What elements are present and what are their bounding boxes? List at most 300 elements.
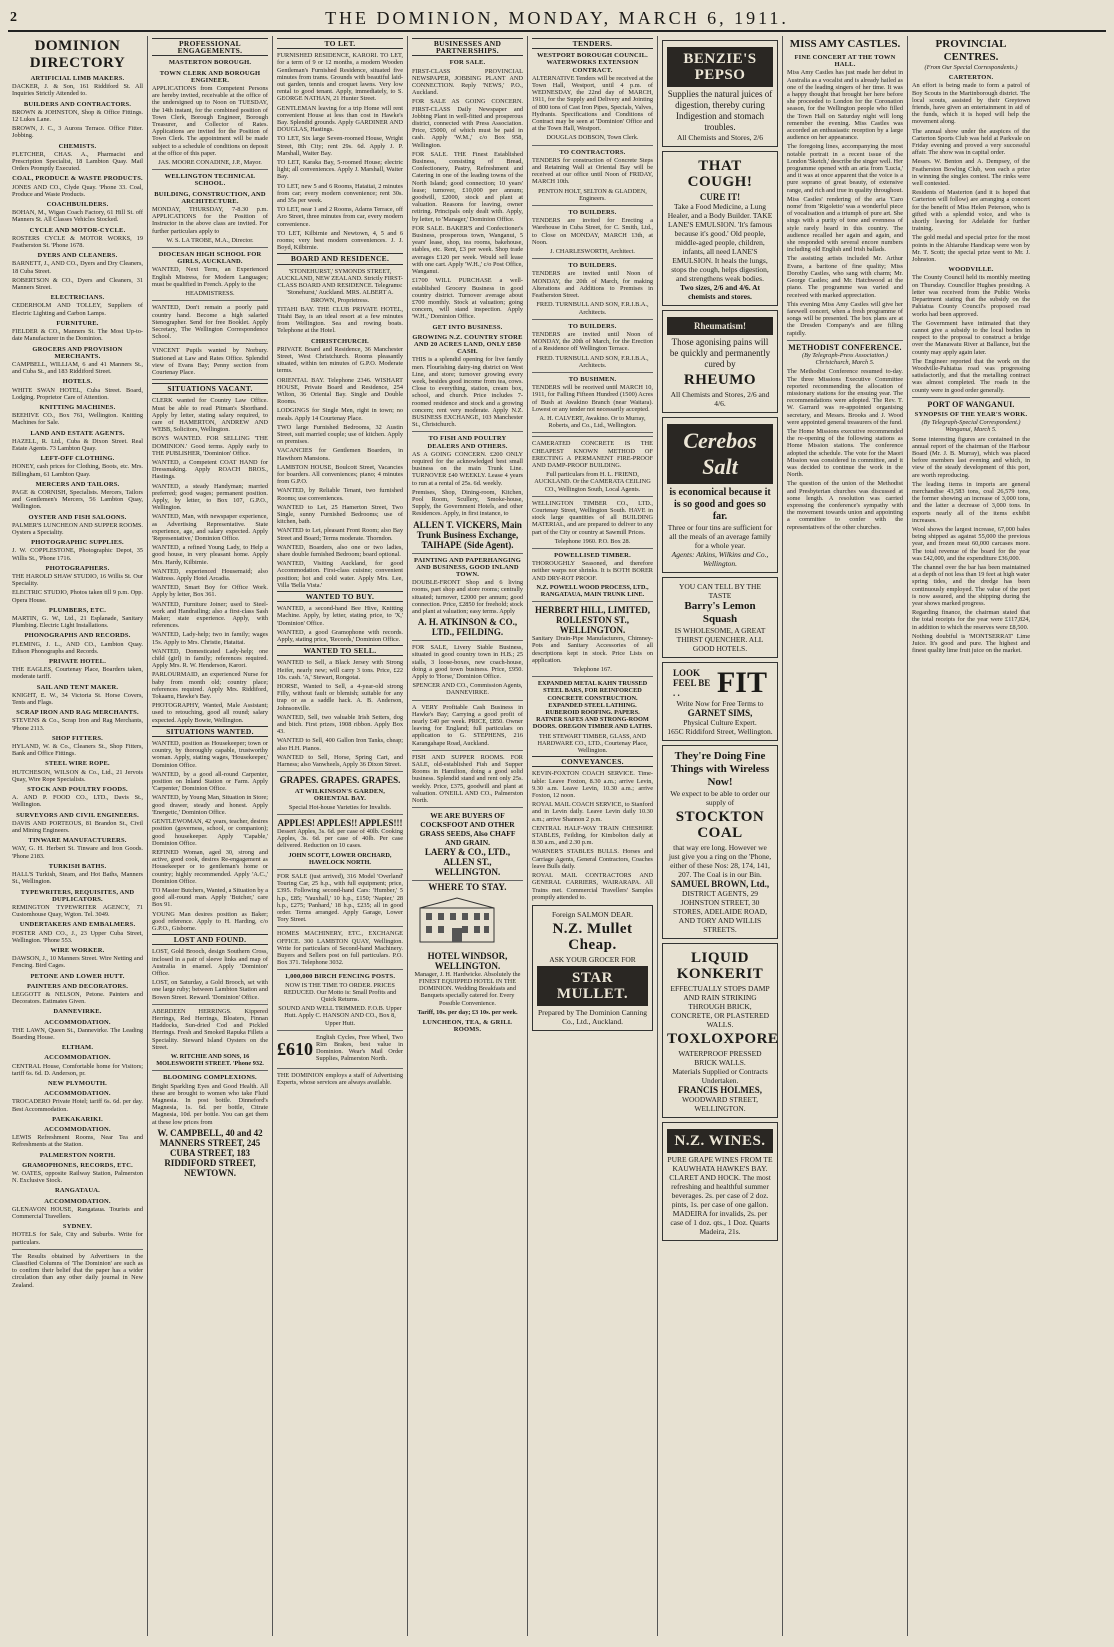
timber-tel: Telephone 1960. P.O. Box 28. bbox=[554, 537, 631, 545]
directory-entry: A. AND P. FOOD CO., LTD., Davis St., Wellington. bbox=[12, 794, 143, 809]
wines-ad bbox=[662, 1122, 778, 1241]
store-text: THIS is a splendid opening for live family men. Flourishing dairy-ing district on West Line, and store; turnover growing every week, besides good income from tea, cows. Close to everything, station, cream box, school, and church. Price includes 7-roomed residence and stock and a growing concern; rent very moderate. Apply N.Z. BUSINESS EXCHANGE, 103 Manchester St., Christchurch. bbox=[412, 356, 523, 429]
directory-entry: PALMER'S LUNCHEON AND SUPPER ROOMS. Oysters a Speciality. bbox=[12, 521, 143, 536]
wines-headline: N.Z. WINES. bbox=[667, 1129, 773, 1153]
tender-title: WESTPORT BOROUGH COUNCIL. WATERWORKS EXTENSION CONTRACT. bbox=[536, 52, 648, 74]
stockton-ad bbox=[662, 745, 778, 939]
directory-section-title: ACCOMMODATION. bbox=[44, 1090, 111, 1098]
benzie-ad bbox=[662, 40, 778, 147]
hotel-tariff: Tariff, 10s. per day; £3 10s. per week. bbox=[417, 1008, 518, 1016]
campbell-ad: W. CAMPBELL, 40 and 42 MANNERS STREET, 245 CUBA STREET, 183 RIDDIFORD STREET, NEWTOWN. bbox=[157, 1127, 263, 1178]
wanganui-sub: SYNOPSIS OF THE YEAR'S WORK. bbox=[914, 410, 1028, 418]
directory-section-title: TINWARE MANUFACTURERS. bbox=[28, 837, 127, 845]
wanted-to-buy-item: WANTED, a second-hand Bee Hive, Knitting Machine. Apply, by letter, stating price, to 'X,' 'Dominion' Office. bbox=[277, 605, 403, 627]
tender-text: TENDERS for construction of Concrete Steps and Retaining Wall at Oriental Bay will be received at our office until Noon of FRIDAY, MARCH 10th. bbox=[532, 156, 653, 186]
homes-machinery: HOMES MACHINERY, ETC., EXCHANGE OFFICE. 300 LAMBTON QUAY, Wellington. Write for particulars of Second-hand Machinery. Buyers and Sellers post on full particulars. P.O. Box 371. Telephone 3032. bbox=[277, 930, 403, 967]
tender-title: TO BUSHMEN. bbox=[568, 375, 617, 383]
business-heading: BUSINESSES AND PARTNERSHIPS. bbox=[412, 38, 523, 56]
lost-found-list bbox=[152, 948, 268, 1000]
apples-heading: APPLES! APPLES!! APPLES!!! bbox=[277, 817, 403, 828]
lost-found-item: LOST, on Saturday, a Gold Brooch, set with one large ruby; between Lambton Station and Bowen Street. Reward. 'Dominion' Office. bbox=[152, 979, 268, 1001]
column-castles bbox=[783, 36, 908, 1636]
directory-section-title: GRAMOPHONES, RECORDS, ETC. bbox=[22, 1161, 133, 1169]
situation-wanted: TO Master Butchers, Wanted, a Situation by a good all-round man. Apply 'Butcher,' care Box 91. bbox=[152, 886, 268, 909]
professional-subtitle: TOWN CLERK AND BOROUGH ENGINEER. bbox=[159, 69, 261, 84]
rule bbox=[152, 343, 268, 344]
fit-headline: FIT bbox=[716, 666, 767, 699]
directory-entry: CENTRAL House, Comfortable home for Visitors; tariff 6s. 6d. D. Anderson, pr. bbox=[12, 1062, 143, 1077]
cerebos-headline: Cerebos Salt bbox=[667, 424, 773, 484]
board-item: TWO large Furnished Bedrooms, 32 Austin Street, suit married couple; use of kitchen. Apply on premises. bbox=[277, 423, 403, 446]
carterton-heading: CARTERTON. bbox=[948, 74, 994, 82]
directory-entry: HALL'S Turkish, Steam, and Hot Baths, Manners St., Wellington. bbox=[12, 871, 143, 886]
samuel-brown: SAMUEL BROWN, Ltd., bbox=[670, 879, 770, 889]
wireless-headline: They're Doing Fine Things with Wireless Now! bbox=[670, 750, 770, 788]
situation-wanted: REFINED Woman, aged 30, strong and active, good cook, desires Re-engagement as Housekeeper or to gentleman's home or country; highly recommended. Apply 'A.C.,' Dominion Office. bbox=[152, 848, 268, 885]
rule bbox=[152, 379, 268, 380]
allen-vickers: ALLEN T. VICKERS, Main Trunk Business Exchange, TAIHAPE (Side Agent). bbox=[413, 519, 522, 550]
benzie-text: Supplies the natural juices of digestion, thereby curing Indigestion and stomach troubles. bbox=[667, 89, 773, 132]
directory-section-title: LEFT-OFF CLOTHING. bbox=[40, 455, 115, 463]
mullet-ad bbox=[532, 905, 653, 1031]
directory-section-title: TURKISH BATHS. bbox=[48, 862, 107, 870]
wanganui-heading: PORT OF WANGANUI. bbox=[927, 399, 1015, 409]
directory-entry: BOHAN, M., Wigan Coach Factory, 61 Hill St. off Manners St. All Classes Vehicles Stocked. bbox=[12, 209, 143, 224]
mullet-headline: N.Z. Mullet Cheap. bbox=[552, 920, 633, 953]
wireless-text: We expect to be able to order our supply of bbox=[670, 789, 770, 807]
hotel-building-illustration bbox=[412, 896, 502, 944]
article-paragraph: The Engineer reported that the work on the Woodville-Pahiatua road was progressing satisfactorily, and that the metalling contract was almost completed. The roads in the county were in good order generally. bbox=[912, 357, 1030, 394]
titahi-ad: TITAHI BAY. THE CLUB PRIVATE HOTEL, Titahi Bay, is an ideal resort at a few minutes from Wellington. Sea and rowing boats. Telephone at the Hotel. bbox=[277, 305, 403, 335]
directory-section-title: PHONOGRAPHS AND RECORDS. bbox=[24, 632, 131, 640]
tender-title: TO BUILDERS. bbox=[568, 262, 617, 270]
directory-entry: LEWIS Refreshment Rooms, Near Tea and Refreshments at the Station. bbox=[12, 1134, 143, 1149]
konkerit-headline: LIQUID KONKERIT bbox=[676, 950, 764, 982]
situation-wanted: GENTLEWOMAN, 42 years, teacher, desires position (governess, school, or companion); good housekeeper. Apply 'Capable,' Dominion Office. bbox=[152, 818, 268, 847]
to-let-list bbox=[277, 52, 403, 251]
powellised-sign: N.Z. POWELL WOOD PROCESS, LTD., RANGATAUA, MAIN TRUNK LINE. bbox=[536, 583, 649, 598]
wanted-to-buy-item: WANTED, a good Gramophone with records. Apply, stating price, 'Records,' Dominion Office. bbox=[277, 628, 403, 644]
directory-section-title: PHOTOGRAPHERS. bbox=[45, 564, 110, 572]
directory-entry: DACKER, J. & Son, 161 Riddiford St. All Inquiries Strictly Attended to. bbox=[12, 83, 143, 98]
tender-title: TO CONTRACTORS. bbox=[559, 148, 626, 156]
directory-section-title: TYPEWRITERS, REQUISITES, AND DUPLICATORS. bbox=[20, 888, 135, 903]
directory-entry: TROCADERO Private Hotel; tariff 6s. 6d. per day. Best Accommodation. bbox=[12, 1098, 143, 1113]
rule bbox=[532, 258, 653, 259]
directory-section-title: WIRE WORKER. bbox=[50, 946, 105, 954]
castles-heading: MISS AMY CASTLES. bbox=[789, 38, 901, 50]
aberdeen-sign: W. RITCHIE AND SONS, 16 MOLESWORTH STREET. 'Phone 932. bbox=[156, 1052, 264, 1068]
directory-section-title: ELTHAM. bbox=[61, 1044, 94, 1052]
directory-section-title: ACCOMMODATION. bbox=[44, 1054, 111, 1062]
rule bbox=[532, 205, 653, 206]
article-paragraph: The channel over the bar has been maintained at a depth of not less than 19 feet at high water spring tides, and the dredge has been continuously employed. The value of the port is now assured, and the shipping during the year shows marked progress. bbox=[912, 564, 1030, 608]
rule bbox=[532, 372, 653, 373]
mullet-sub: ASK YOUR GROCER FOR bbox=[549, 954, 636, 964]
tender-text: TENDERS are invited until Noon of MONDAY, the 20th of March, for the Erection of a Residence off Wellington Terrace. bbox=[532, 330, 653, 353]
directory-entry: MARTIN, G. W., Ltd., 21 Esplanade, Sanitary Plumbing. Electric Light Installations. bbox=[12, 615, 143, 630]
article-paragraph: Regarding finance, the chairman stated that the total receipts for the year were £117,824, in addition to which the reserves were £8,500. bbox=[912, 609, 1030, 631]
directory-section-title: PALMERSTON NORTH. bbox=[39, 1151, 116, 1159]
wellington-timber: WELLINGTON TIMBER CO., LTD., Courtenay Street, Wellington South. HAVE in stock large quantities of all BUILDING MATERIAL, and are prepared to deliver to any part of the City or country at Sawmill Prices. bbox=[532, 499, 653, 536]
directory-section-title: STOCK AND POULTRY FOODS. bbox=[27, 786, 128, 794]
directory-section-title: SHOP FITTERS. bbox=[51, 734, 103, 742]
birch-text: NOW IS THE TIME TO ORDER. PRICES REDUCED. Our Motto is: Small Profits and Quick Returns. bbox=[283, 981, 397, 1003]
directory-notice: The Results obtained by Advertisers in the Classified Columns of 'The Dominion' are such as to confirm their belief that the paper has a wider circulation than any other daily journal in New Zealand. bbox=[12, 1252, 143, 1289]
board-list bbox=[277, 346, 403, 589]
directory-entry: STEVENS & Co., Scrap Iron and Rag Merchants, 'Phone 2113. bbox=[12, 717, 143, 732]
lost-found-heading: LOST AND FOUND. bbox=[152, 934, 268, 945]
page-number: 2 bbox=[10, 10, 17, 25]
article-paragraph: The leading items in imports are general merchandise 43,583 tons, coal 26,579 tons, the former showing an increase of 3,000 tons, and the latter a decrease of 3,000 tons. In exports nearly all of the items exhibit increases. bbox=[912, 480, 1030, 524]
apples-sign: JOHN SCOTT, LOWER ORCHARD, HAVELOCK NORTH. bbox=[288, 851, 392, 866]
atkinson-ad: A. H. ATKINSON & CO., LTD., FEILDING. bbox=[417, 617, 518, 638]
provincial-heading: PROVINCIAL CENTRES. bbox=[935, 38, 1007, 63]
directory-section-title: PLUMBERS, ETC. bbox=[48, 606, 107, 614]
mullet-sign: Prepared by The Dominion Canning Co., Ltd., Auckland. bbox=[537, 1007, 647, 1026]
wanted-to-sell-list bbox=[277, 659, 403, 768]
directory-section-title: DYERS AND CLEANERS. bbox=[37, 252, 118, 260]
hotel-text: Manager, J. H. Hardwicke. Absolutely the FINEST EQUIPPED HOTEL IN THE DOMINION. Wedding Breakfasts and Banquets specially catered for. Every Possible Convenience. bbox=[414, 970, 521, 1007]
hotel-windsor: HOTEL WINDSOR, WELLINGTON. bbox=[427, 950, 508, 971]
column-tenders bbox=[528, 36, 658, 1636]
barry-top: YOU CAN TELL BY THE TASTE bbox=[678, 582, 762, 600]
holmes-sub: WOODWARD STREET, WELLINGTON. bbox=[681, 1095, 759, 1113]
directory-entry: CAMPBELL, WILLIAM, 6 and 41 Manners St., and Cuba St., and 183 Riddiford Street. bbox=[12, 360, 143, 376]
article-paragraph: Wool shows the largest increase, 67,000 bales being shipped as against 55,000 the previous year, and frozen meat 60,000 carcases more. The total revenue of the board for the year was £42,000, and the expenditure £36,000. bbox=[912, 525, 1030, 562]
stockton-text: that way ere long. However we just give you a ring on the 'Phone, either of these Nos: 28, 174, 141, 207. The Coal is in our Bin. bbox=[668, 843, 772, 879]
article-paragraph: The Methodist Conference resumed to-day. The three Missions Executive Committee reported recommending the allocation of missionary stations for the ensuing year. The recommendations were adopted. The Rev. T. W. Garrard was re-appointed organising secretary, and Messrs. Brooks and J. Wood were appointed general treasurers of the fund. bbox=[787, 368, 903, 426]
stockton-headline: STOCKTON COAL bbox=[675, 809, 765, 841]
professional-text: WANTED, Don't remain a poorly paid country hand. Become a high salaried Stenographer. Send for free Booklet. Apply Secretary, The Wellington Correspondence School. bbox=[152, 304, 268, 341]
to-let-heading: TO LET. bbox=[277, 38, 403, 49]
columns bbox=[8, 36, 1106, 1636]
cerebos-text: is economical because it is so good and goes so far. bbox=[669, 487, 771, 522]
situation-vacant: WANTED, Furniture Joiner; used to Steel-work and Handrailing; also a first-class Sash Maker; state experience. Apply, with references. bbox=[152, 600, 268, 630]
tender-sign: FRED. TURNBULL AND SON, F.R.I.B.A., Architects. bbox=[536, 301, 649, 316]
professional-text: APPLICATIONS from Competent Persons are hereby invited, receivable at the office of the undersigned up to Noon on TUESDAY, the 14th instant, for the combined position of Town Clerk, Borough Engineer, Borough Treasurer, and Collector of Rates. Applications are invited for the Position of Town Clerk. The appointment will be made subject to a schedule of conditions on deposit at the office of this paper. bbox=[152, 85, 268, 157]
directory-entry: PAGE & CORNISH, Specialists. Mercers, Tailors and Gentlemen's Mercers, 56 Lambton Quay, Wellington. bbox=[12, 488, 143, 511]
directory-section-title: COAL, PRODUCE & WASTE PRODUCTS. bbox=[12, 175, 143, 183]
laery-ad: LAERY & CO., LTD., ALLEN ST., WELLINGTON. bbox=[424, 847, 511, 878]
apples-text: Dessert Apples, 3s. 6d. per case of 40lb. Cooking Apples, 3s. 6d. per case of 40lb. Per case delivered. Reduction on 10 cases. bbox=[277, 827, 403, 850]
article-paragraph: The Government have intimated that they cannot give a subsidy to the local bodies in respect to the proposal to construct a bridge over the Manawatu River at Ballance, but the county may apply again later. bbox=[912, 319, 1030, 356]
professional-text: VINCENT Pupils wanted by Norbury. Stationed at Law and Rates Office. Splendid view of Evans Bay; Penny section from Courtenay Place. bbox=[152, 347, 268, 376]
directory-section-title: CYCLE AND MOTOR-CYCLE. bbox=[29, 226, 126, 234]
garnet-sub: Physical Culture Expert. bbox=[683, 718, 757, 727]
star-mullet: STAR MULLET. bbox=[537, 966, 648, 1006]
cars-for-sale: FOR SALE (just arrived), 316 Model 'Overland' Touring Car, 25 h.p., with full equipment; price, £395. Following second-hand Cars: 'Humber,' 5 h.p., £85; 'Vauxhall,' 10 h.p., £150; 'Napier,' 28 h.p., £275; 'Panhard,' 18 h.p., £235; all in good order. Terms arranged. Apply Garage, Lower Tory Street. bbox=[277, 872, 403, 924]
directory-section-title: PHOTOGRAPHIC SUPPLIES. bbox=[31, 539, 124, 547]
barry-headline: Barry's Lemon Squash bbox=[684, 600, 756, 625]
samuel-sub: DISTRICT AGENTS, 29 JOHNSTON STREET, 30 STORES, ADELAIDE ROAD, AND TORY AND WILLIS STREETS. bbox=[672, 889, 768, 934]
board-item: VACANCIES for Gentlemen Boarders, in Hawthorn Mansions. bbox=[277, 447, 403, 462]
directory-section-title: DANNEVIRKE. bbox=[53, 1008, 102, 1016]
to-let-item: TO LET, new 5 and 6 Rooms, Hataitai, 2 minutes from car; every modern convenience; rent 30s. and 35s per week. bbox=[277, 182, 403, 205]
sound-text: SOUND AND WELL TRIMMED. F.O.B. Upper Hutt. Apply C. HANSON AND CO., Box 8, Upper Hutt. bbox=[278, 1005, 402, 1027]
business-item: FIRST-CLASS PROVINCIAL NEWSPAPER, JOBBING PLANT AND CONNECTION. Reply 'NEWS,' P.O., Auckland. bbox=[412, 67, 523, 97]
business-item: £1700 WILL PURCHASE a well-established Grocery Business in good country district. Turnover average about £700 monthly. Stock at valuation; going concern, will stand inspection. Apply 'W.H.,' Dominion Office. bbox=[412, 277, 523, 321]
castles-subheading: FINE CONCERT AT THE TOWN HALL. bbox=[794, 54, 896, 69]
wanganui-byline: (By Telegraph-Special Correspondent.) Wanganui, March 5. bbox=[921, 419, 1021, 434]
professional-title: WELLINGTON TECHNICAL SCHOOL. bbox=[164, 173, 256, 188]
directory-entry: FLETCHER, CHAS. A., Pharmacist and Prescription Specialist, 18 Lambton Quay. Mail Orders Promptly Executed. bbox=[12, 150, 143, 173]
garnet-sims: GARNET SIMS, bbox=[687, 708, 753, 718]
situation-wanted: WANTED, by a good all-round Carpenter, position on Inland Station or Farm. Apply 'Carpenter,' Dominion Office. bbox=[152, 770, 268, 793]
directory-section-title: PETONE AND LOWER HUTT. bbox=[30, 972, 125, 980]
article-paragraph: The foregoing lines, accompanying the most notable portrait in a recent issue of the London 'Sketch,' describe the singer well. Her programme opened with an aria from 'Lucia,' and it was at once apparent that the voice is a pure soprano of great beauty, of extensive range, and rich and true in quality throughout. bbox=[787, 143, 903, 194]
article-paragraph: Residents of Masterton (and it is hoped that Carterton will follow) are arranging a concert for the benefit of Miss Helen Peterson, who is gifted with a splendid voice, and who is shortly leaving for Adelaide for further training. bbox=[912, 189, 1030, 233]
aberdeen-ad: ABERDEEN HERRINGS. Kippered Herrings, Red Herrings, Bloaters, Finnan Haddocks, Sun-dried Cod and Pickled Herrings. Fresh and Smoked Rapuka Fillets a Speciality. Steward Island Oysters on the Street. bbox=[152, 1007, 268, 1051]
tender-sign: A. H. CALVERT, Awakino. Or to Murray, Roberts, and Co., Ltd., Wellington. bbox=[539, 414, 646, 430]
toxloxpore-sub: WATERPROOF PRESSED BRICK WALLS. bbox=[678, 1049, 762, 1067]
situations-wanted-list bbox=[152, 740, 268, 932]
article-paragraph: The question of the union of the Methodist and Presbyterian churches was discussed at some length. A resolution was carried expressing the conference's sympathy with the movement towards union and appointing a committee to confer with the representatives of the other churches. bbox=[787, 480, 903, 531]
herbert-tel: Telephone 167. bbox=[573, 666, 612, 674]
blooming-text: Bright Sparkling Eyes and Good Health. All these are brought to women who take Fluid Magnesia. In post bottle. Dinneford's Magnesia, 1s. 6d. per bottle, Citrate Magnesia, 10d. per bottle. You can get them at these low prices from bbox=[152, 1082, 268, 1126]
cough-text: Take a Food Medicine, a Lung Healer, and a Body Builder. TAKE LANE'S EMULSION. 'It's famous because it's good.' Old people, middle-aged people, children, infants, all need LANE'S EMULSION. It heals the lungs, stops the cough, helps digestion, and strengthens weak bodies. bbox=[667, 202, 773, 283]
spencer-sign: SPENCER AND CO., Commission Agents, DANNEVIRKE. bbox=[412, 682, 523, 697]
directory-entry: REMINGTON TYPEWRITER AGENCY, 71 Customhouse Quay, Wgton. Tel. 3049. bbox=[12, 903, 143, 919]
directory-section-title: ACCOMMODATION. bbox=[44, 1197, 111, 1205]
wanted-to-sell-item: WANTED to Sell, 400 Gallon Iron Tanks, cheap; also H.H. Pianos. bbox=[277, 737, 403, 752]
board-item: PRIVATE Board and Residence, 36 Manchester Street, West Christchurch. Rooms pleasantly situated, within ten minutes of G.P.O. Moderate terms. bbox=[277, 345, 403, 375]
directory-entry: BROWN, J. C., 3 Aurora Terrace. Office Fitter. Jobbing. bbox=[12, 125, 143, 140]
article-paragraph: The Home Missions executive recommended the re-opening of the following stations as Home Mission stations. The conference adopted the schedule. The vote for the Maori Mission was considered in committee, and it was decided to continue the work in the North. bbox=[787, 427, 903, 479]
business-item: FOR SALE. THE Finest Established Business, consisting of Bread, Confectionery, Pastry, Refreshment and Catering in one of the leading towns of the North Island; good connection; 10 years' lease; turnover, £10,000 per annum; goodwill, £2000, stock and plant at valuation. Reasons for leaving, owner retiring. Principals only dealt with. Apply, by letter, to 'Manager,' Dominion Office. bbox=[412, 150, 523, 223]
where-to-stay: WHERE TO STAY. bbox=[428, 882, 507, 893]
column-display-ads bbox=[658, 36, 783, 1636]
directory-entry: W. OATES, opposite Railway Station, Palmerston N. Exclusive Stock. bbox=[12, 1170, 143, 1185]
wanted-to-sell-heading: WANTED TO SELL. bbox=[277, 645, 403, 656]
woodville-article bbox=[912, 274, 1030, 393]
directory-entry: KNIGHT, E. W., 34 Victoria St. Horse Covers, Tents and Flags. bbox=[12, 691, 143, 707]
directory-section-title: PAINTERS AND DECORATORS. bbox=[26, 982, 129, 990]
tender-sign: DOUGLAS DOBSON, Town Clerk. bbox=[546, 134, 639, 142]
directory-entry: FOSTER AND CO., J., 23 Upper Cuba Street, Wellington. 'Phone 553. bbox=[12, 929, 143, 944]
directory-section-title: GROCERS AND PROVISION MERCHANTS. bbox=[32, 345, 123, 360]
directory-section-title: ELECTRICIANS. bbox=[50, 294, 105, 302]
konkerit-ad bbox=[662, 943, 778, 1118]
article-paragraph: Some interesting figures are contained in the annual report of the chairman of the Harbour Board (Mr. J. B. Murray), which was placed before members last evening and which, in view of the steady development of this port, are worth reproducing. bbox=[912, 435, 1030, 479]
painting-heading: PAINTING AND PAPERHANGING AND BUSINESS, GOOD INLAND TOWN. bbox=[414, 556, 521, 578]
business-item: FOR SALE AS GOING CONCERN. FIRST-CLASS Daily Newspaper and Jobbing Plant in well-fitted and prosperous district, connected with Press Association. Price, £5000, of which must be paid in cash. Apply 'W.M.,' c/o Box 958, Wellington. bbox=[412, 98, 523, 149]
directory-entry: WHITE SWAN HOTEL, Cuba Street. Board, Lodging. Proprietor Care of Attention. bbox=[12, 386, 143, 401]
directory-entry: HAZELL, R. Ltd., Cuba & Dixon Street. Real Estate Agents. 73 Lambton Quay. bbox=[12, 437, 143, 452]
directory-entry: THE HAROLD SHAW STUDIO, 16 Willis St. Our Speciality. bbox=[12, 572, 143, 588]
hotel-luncheon: LUNCHEON, TEA, & GRILL ROOMS. bbox=[422, 1018, 513, 1034]
tenders-list bbox=[532, 52, 653, 433]
professional-title: DIOCESAN HIGH SCHOOL FOR GIRLS, AUCKLAND. bbox=[158, 251, 262, 266]
situation-vacant: WANTED, Man, with newspaper experience, as Advertising Representative. State experience, age, and salary expected. Apply 'Representative,' Dominion Office. bbox=[152, 513, 268, 542]
to-let-item: FURNISHED RESIDENCE, KARORI. TO LET, for a term of 9 or 12 months, a modern Wooden Gentleman's Furnished Residence, situated five minutes from trams. Grounds with beautiful laid-out garden, tennis and croquet lawns. Very low rental to good tenant. Apply, immediately, to S. GEORGE NATHAN, 21 Hunter Street. bbox=[277, 52, 403, 103]
directory-entry: THE LAWN, Queen St., Dannevirke. The Leading Boarding House. bbox=[12, 1026, 143, 1041]
article-paragraph: This evening Miss Amy Castles will give her farewell concert, when a fresh programme of songs will be presented. The box plans are at the Dresden Company's and are filling rapidly. bbox=[787, 300, 903, 337]
directory-section-title: ACCOMMODATION. bbox=[44, 1125, 111, 1133]
benzie-headline: BENZIE'S PEPSO bbox=[667, 47, 773, 87]
column-provincial bbox=[908, 36, 1034, 1636]
cash-business: A VERY Profitable Cash Business in Hawke's Bay; Carrying a good profit of nearly £40 per week. PRICE, £850. Owner leaving for England; full particulars on application to G. STEPHENS, 216 Karangahape Road, Auckland. bbox=[412, 703, 523, 747]
board-heading: BOARD AND RESIDENCE. bbox=[277, 253, 403, 264]
fish-supper: FISH AND SUPPER ROOMS. FOR SALE, old-established Fish and Supper Rooms in Hamilton, doing a good solid business. Splendid stand and rent only 25s. weekly. Price, £375, goodwill and plant at valuation. O'NEILL AND CO., Palmerston North. bbox=[412, 753, 523, 805]
directory-entry: FLEMING, J. L., AND CO., Lambton Quay. Edison Phonographs and Records. bbox=[12, 640, 143, 655]
carterton-article bbox=[912, 82, 1030, 263]
directory-entry: HYLAND, W. & Co., Cleaners St., Shop Fitters, Bank and Office Fittings. bbox=[12, 743, 143, 758]
wanted-to-sell-item: HORSE, Wanted to Sell, a 4-year-old strong Filly, without fault or blemish; suitable for any trap or as a saddle hack. A. B. Anderson, Johnsonville. bbox=[277, 683, 403, 712]
cough-price: Two sizes, 2/6 and 4/6. At chemists and stores. bbox=[679, 283, 761, 301]
rule bbox=[152, 247, 268, 248]
directory-entry: WAY, G. H. Herbert St. Tinware and Iron Goods. 'Phone 2183. bbox=[12, 845, 143, 860]
professional-subtitle: BUILDING, CONSTRUCTION, AND ARCHITECTURE. bbox=[154, 190, 266, 205]
directory-section-title: ACCOMMODATION. bbox=[44, 1018, 111, 1026]
situation-vacant: PHOTOGRAPHY, Wanted, Male Assistant; used to retouching, good all round; salary expected. Apply Bowie, Wellington. bbox=[152, 702, 268, 724]
article-paragraph: The gold medal and special prize for the most points in the Ahiaruhe Handicap were won by Mr. T. Scott; the special prize went to Mr. J. Johnston. bbox=[912, 234, 1030, 264]
directory-entry: JONES AND CO., Clyde Quay. 'Phone 33. Coal, Produce and Waste Products. bbox=[12, 183, 143, 198]
rule bbox=[152, 300, 268, 301]
cerebos-ad bbox=[662, 417, 778, 573]
christchurch-heading: CHRISTCHURCH. bbox=[310, 337, 370, 345]
birch-heading: 1,000,000 BIRCH FENCING POSTS. bbox=[284, 973, 396, 981]
powellised-text: THOROUGHLY Seasoned, and therefore neither warps nor shrinks. It is BOTH BORER AND DRY-ROT PROOF. bbox=[532, 560, 653, 582]
professional-sign: HEADMISTRESS. bbox=[185, 290, 235, 298]
tender-title: TO BUILDERS. bbox=[568, 322, 617, 330]
conveyance-item: CENTRAL HALF-WAY TRAIN CHESHIRE STABLES, Feilding, for Kimbolton daily at 8.30 a.m., and 2.30 p.m. bbox=[532, 824, 653, 847]
directory-section-title: CHEMISTS. bbox=[58, 142, 97, 150]
business-item: FOR SALE. BAKER'S and Confectioner's Business, prosperous town, Wanganui, 5 years' lease, shop, tea rooms, bakehouse, stables, etc. Rent, £3 per week. Shop trade averages £120 per week. Would sell lease with one cart. Apply 'W.H.,' c/o Post Office, Wanganui. bbox=[412, 224, 523, 276]
tender-text: TENDERS are invited for Erecting a Warehouse in Cuba Street, for C. Smith, Ltd., to Close on MONDAY, MARCH 13th, at Noon. bbox=[532, 217, 653, 246]
blooming-heading: BLOOMING COMPLEXIONS. bbox=[163, 1074, 257, 1082]
get-into-business: GET INTO BUSINESS. bbox=[432, 323, 503, 331]
grapes-text: Special Hot-house Varieties for Invalids. bbox=[288, 803, 392, 811]
directory-entry: GLENAVON HOUSE, Rangataua. Tourists and Commercial Travellers. bbox=[12, 1205, 143, 1221]
professional-sign: W. S. LA TROBE, M.A., Director. bbox=[166, 236, 254, 244]
directory-section-title: SYDNEY. bbox=[62, 1223, 93, 1231]
salmon-note: Foreign SALMON DEAR. bbox=[551, 909, 634, 919]
professional-text: MONDAY, THURSDAY, 7-8.30 p.m. APPLICATIONS for the Position of Instructor in the above class are invited. For further particulars apply to bbox=[152, 206, 268, 235]
wanted-to-buy-list bbox=[277, 605, 403, 643]
directory-section-title: PRIVATE HOTEL. bbox=[48, 658, 107, 666]
holmes-headline: FRANCIS HOLMES, bbox=[677, 1085, 762, 1095]
powellised-heading: POWELLISED TIMBER. bbox=[554, 551, 631, 559]
to-let-item: GENTLEMAN leaving for a trip Home will rent convenient House at less than cost in Hawke's Bay. Splendid grounds. Apply GARDINER AND DOUGLAS, Hastings. bbox=[277, 104, 403, 134]
tenders-heading: TENDERS. bbox=[532, 38, 653, 49]
to-let-item: TO LET, Kilbirnie and Newtown, 4, 5 and 6 rooms; very best modern conveniences. J. J. Boyd, Kilbirnie. bbox=[277, 229, 403, 252]
directory-entry: J. W. COPPLESTONE, Photographic Depot, 35 Willis St., 'Phone 1716. bbox=[12, 547, 143, 562]
tender-text: ALTERNATIVE Tenders will be received at the Town Hall, Westport, until 4 p.m. of WEDNESDAY, the 22nd day of MARCH, 1911, for the Supply and Delivery and Jointing of 800 tons of Cast Iron Pipes, Specials, Valves, Hydrants. Specifications and Conditions of Contract may be seen at 'Dominion' Office and at the Town Hall, Westport. bbox=[532, 74, 653, 133]
professional-text: WANTED, Next Term, an Experienced English Mistress, for Modern Languages; must be qualified in French. Apply to the bbox=[152, 266, 268, 288]
directory-entry: FIELDER & CO., Manners St. The Most Up-to-date Manufacturer in the Dominion. bbox=[12, 328, 143, 343]
concrete-sign: Full particulars from H. L. FRIEND, AUCKLAND. Or the CAMERATA CEILING CO., Wellington South, Local Agents. bbox=[534, 471, 651, 493]
rule bbox=[532, 432, 653, 433]
wanted-to-sell-item: WANTED to Sell, a Black Jersey with Strong Heifer, nearly new; will carry 3 tons. Price, £22 10s. cash. 'A,' Stewart, Rongotai. bbox=[277, 659, 403, 681]
directory-list bbox=[12, 75, 143, 1246]
board-item: ORIENTAL BAY. Telephone 2346. WISHART HOUSE, Private Board and Residence, 254 Wilton, 36 Oriental Bay. Single and Double Rooms. bbox=[277, 376, 403, 406]
directory-section-title: RANGATAUA. bbox=[55, 1187, 100, 1195]
cough-ad bbox=[662, 151, 778, 306]
tender-text: TENDERS are invited until Noon of MONDAY, the 20th of March, for making Alterations and Additions to Premises in Featherston Street. bbox=[532, 270, 653, 300]
situation-vacant: WANTED, experienced Housemaid; also Waitress. Apply Hotel Arcadia. bbox=[152, 567, 268, 582]
board-item: WANTED to Let, 25 Hamerton Street, Two Single, sunny Furnished Bedrooms; use of kitchen, bath. bbox=[277, 503, 403, 526]
rule bbox=[532, 145, 653, 146]
benzie-sign: All Chemists and Stores, 2/6 bbox=[676, 133, 764, 142]
toxloxpore-headline: TOXLOXPORE bbox=[667, 1031, 779, 1047]
rheumatism-title: Rheumatism! bbox=[667, 317, 773, 335]
directory-entry: HUTCHESON, WILSON & Co., Ltd., 21 Jervois Quay, Wire Rope Specialists. bbox=[12, 768, 143, 783]
directory-section-title: FURNITURE. bbox=[56, 319, 99, 327]
directory-section-title: STEEL WIRE ROPE. bbox=[45, 760, 110, 768]
tender-sign: FRED. TURNBULL AND SON, F.R.I.B.A., Architects. bbox=[536, 354, 649, 369]
article-paragraph: Nothing doubtful is 'MONTSERRAT' Lime Juice. It's good and pure. The highest and finest quality lime fruit juice on the market. bbox=[912, 632, 1030, 655]
situations-wanted-heading: SITUATIONS WANTED. bbox=[152, 726, 268, 737]
rheumo-ad bbox=[662, 310, 778, 413]
wanted-to-sell-item: WANTED to Sell, Horse, Spring Cart, and Harness; also Vanwheels, Apply 36 Dixon Street. bbox=[277, 753, 403, 769]
professional-heading: PROFESSIONAL ENGAGEMENTS. bbox=[152, 38, 268, 56]
conveyance-item: ROYAL MAIL CONTRACTORS AND GENERAL CARRIERS, WAIRARAPA. All Trains met. Commercial Travellers' Samples promptly attended to. bbox=[532, 872, 653, 901]
directory-section-title: COACHBUILDERS. bbox=[46, 201, 109, 209]
barry-ad bbox=[662, 577, 778, 658]
konkerit-text: EFFECTUALLY STOPS DAMP AND RAIN STRIKING THROUGH BRICK, CONCRETE, OR PLASTERED WALLS. bbox=[670, 984, 770, 1029]
methodist-article bbox=[787, 368, 903, 530]
directory-section-title: KNITTING MACHINES. bbox=[39, 403, 116, 411]
situation-wanted: WANTED, by Young Man, Situation in Store; good drawer, steady and honest. Apply 'Energetic,' Dominion Office. bbox=[152, 794, 268, 816]
cycles-text: English Cycles, Free Wheel, Two Rim Brakes, best value in Dominion. Wear's Mail Order Supplies, Palmerston North. bbox=[316, 1033, 403, 1063]
directory-entry: ELECTRIC STUDIO, Photos taken till 9 p.m. Opp. Opera House. bbox=[12, 589, 143, 604]
directory-entry: DAVIS AND PORTEOUS, 81 Brandon St., Civil and Mining Engineers. bbox=[12, 819, 143, 835]
masthead bbox=[8, 6, 1106, 32]
rule bbox=[152, 169, 268, 170]
directory-entry: HOTELS for Sale, City and Suburbs. Write for particulars. bbox=[12, 1231, 143, 1246]
lost-found-item: LOST, Gold Brooch, design Southern Cross, inclosed in a pair of sleeve links and map of Australia in enamel. Apply 'Dominion' Office. bbox=[152, 948, 268, 977]
directory-entry: LEGGOTT & NELSON, Petone. Painters and Decorators. Estimates Given. bbox=[12, 990, 143, 1006]
directory-entry: ROBERTSON & CO., Dyers and Cleaners, 31 Manners Street. bbox=[12, 276, 143, 292]
rheumo-brand: RHEUMO bbox=[683, 372, 757, 388]
cough-headline: THAT COUGH! bbox=[687, 158, 753, 190]
article-paragraph: The annual show under the auspices of the Carterton Sports Club was held at Parkvale on Friday evening and proved a very successful affair. The show was in capital order. bbox=[912, 127, 1030, 157]
situation-vacant: WANTED, a Competent COAT HAND for Dressmaking. Apply ROACH BROS., Hastings. bbox=[152, 458, 268, 481]
situation-vacant: WANTED, Lady-help; two in family; wages 15s. Apply to Mrs. Christie, Hataitai. bbox=[152, 631, 268, 646]
tender-title: TO BUILDERS. bbox=[568, 209, 617, 217]
situations-vacant-heading: SITUATIONS VACANT. bbox=[152, 383, 268, 394]
situation-vacant: WANTED, a refined Young Lady, to Help a good house, in very pleasant home. Apply Mrs. Hardy, Kilbirnie. bbox=[152, 544, 268, 566]
wanganui-article bbox=[912, 436, 1030, 655]
situation-vacant: BOYS WANTED. FOR SELLING 'THE DOMINION.' Good terms. Apply early to THE PUBLISHER, 'Dominion' Office. bbox=[152, 435, 268, 457]
cough-sub: CURE IT! bbox=[699, 192, 741, 202]
cerebos-sub: Three or four tins are sufficient for all the meals of an average family for a whole year. bbox=[667, 523, 773, 550]
expanded-metal: EXPANDED METAL KAHN TRUSSED STEEL BARS, FOR REINFORCED CONCRETE CONSTRUCTION. EXPANDED STEEL LATHING. RUBEROID ROOFING. PAPERS. RATNER SAFES AND STRONG-ROOM DOORS. OREGON TIMBER AND LATHS. bbox=[532, 680, 653, 731]
directory-entry: BEEHIVE CO., Box 761, Wellington. Knitting Machines for Sale. bbox=[12, 412, 143, 427]
fish-text-2: Premises, Shop, Dining-room, Kitchen, Pool Room, Scullery, Smoke-house, Supply, the Government Hotels, and other Residences. Apply, in first instance, to bbox=[412, 488, 523, 518]
tender-sign: PENTON HOLT, SELTON & GLADDEN, Engineers. bbox=[538, 187, 647, 202]
situations-vacant-list bbox=[152, 397, 268, 724]
situation-wanted: YOUNG Man desires position as Baker; good reference. Apply to H. Harding, c/o G.P.O., Gisborne. bbox=[152, 910, 268, 932]
directory-section-title: SURVEYORS AND CIVIL ENGINEERS. bbox=[16, 811, 139, 819]
directory-section-title: PAEKAKARIKI. bbox=[52, 1115, 103, 1123]
methodist-byline: (By Telegraph-Press Association.) Christchurch, March 5. bbox=[802, 351, 888, 367]
situation-wanted: WANTED, position as Housekeeper; town or country, by thoroughly capable, trustworthy woman. Apply, stating wages, 'Housekeeper,' Dominion Office. bbox=[152, 740, 268, 769]
directory-section-title: NEW PLYMOUTH. bbox=[48, 1079, 107, 1087]
to-let-item: TO LET, Karaka Bay, 5-roomed House; electric light; all conveniences. Apply J. Marshall, Waiter Bay. bbox=[277, 159, 403, 181]
seed-buyers: WE ARE BUYERS OF COCKSFOOT AND OTHER GRASS SEEDS, Also CHAFF AND GRAIN. bbox=[419, 811, 516, 848]
business-forsale: FOR SALE. bbox=[449, 59, 486, 67]
directory-section-title: HOTELS. bbox=[62, 378, 93, 386]
board-item: LAMBTON HOUSE, Boulcott Street, Vacancies for boarders. All conveniences; piano; 4 minutes from G.P.O. bbox=[277, 463, 403, 486]
directory-entry: THE EAGLES, Courtenay Place, Boarders taken, moderate tariff. bbox=[12, 666, 143, 681]
situation-vacant: WANTED, a steady Handyman; married preferred; good wages; permanent position. Apply, by letter, to Box 107, G.P.O., Wellington. bbox=[152, 482, 268, 512]
directory-entry: CEDERHOLM AND TOLLEY, Suppliers of Electric Lighting and Carbon Lamps. bbox=[12, 302, 143, 317]
directory-section-title: MERCERS AND TAILORS. bbox=[35, 480, 120, 488]
fit-left: LOOK FEEL BE . . bbox=[672, 668, 711, 698]
cycles-price: £610 bbox=[277, 1038, 313, 1059]
